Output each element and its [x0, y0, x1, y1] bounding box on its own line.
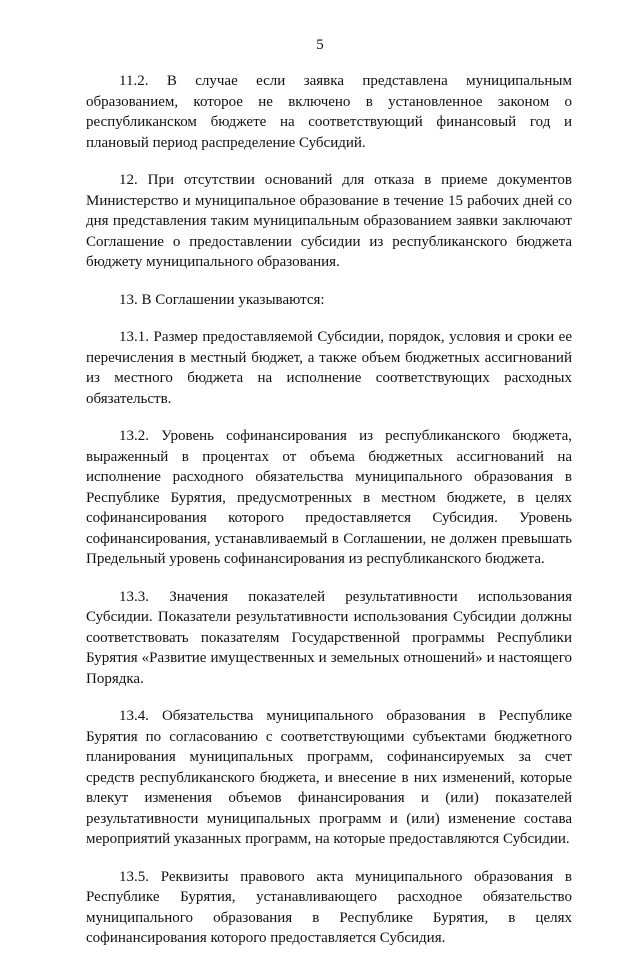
document-body [86, 71, 572, 966]
page-number: 5 [316, 37, 324, 53]
paragraph-13-5: 13.5. Реквизиты правового акта муниципального образования в Республике Бурятия, устанавливающего расходное обязательство муниципального образования в Республике Бурятия, в целях софинансирования которого предоставляется Субсидия. [86, 868, 572, 946]
paragraph-13: 13. В Соглашении указываются: [119, 291, 325, 308]
paragraph-13-2: 13.2. Уровень софинансирования из республиканского бюджета, выраженный в процентах от объема бюджетных ассигнований на исполнение расходного обязательства муниципального образования в Республике Бурятия, предусмотренных в местном бюджете, в целях софинансирования которого предоставляется Субсидия. Уровень софинансирования, устанавливаемый в Соглашении, не должен превышать Предельный уровень софинансирования из республиканского бюджета. [86, 428, 572, 567]
paragraph-12: 12. При отсутствии оснований для отказа в приеме документов Министерство и муниципальное образование в течение 15 рабочих дней со дня представления таким муниципальным образованием заявки заключают Соглашение о предоставлении субсидии из республиканского бюджета бюджету муниципального образования. [86, 172, 572, 270]
paragraph-13-3: 13.3. Значения показателей результативности использования Субсидии. Показатели результативности использования Субсидии должны соответствовать показателям Государственной программы Республики Бурятия «Развитие имущественных и земельных отношений» и настоящего Порядка. [86, 588, 572, 687]
paragraph-11-2: 11.2. В случае если заявка представлена муниципальным образованием, которое не включено в установленное законом о республиканском бюджете на соответствующий финансовый год и плановый период распределение Субсидий. [86, 73, 572, 151]
paragraph-13-1: 13.1. Размер предоставляемой Субсидии, порядок, условия и сроки ее перечисления в местный бюджет, а также объем бюджетных ассигнований из местного бюджета на исполнение соответствующих расходных обязательств. [86, 329, 572, 407]
paragraph-13-4: 13.4. Обязательства муниципального образования в Республике Бурятия по согласованию с соответствующими субъектами бюджетного планирования муниципальных программ, софинансируемых за счет средств республиканского бюджета, и внесение в них изменений, которые влекут изменения объемов финансирования и (или) показателей результативности муниципальных программ и (или) изменение состава мероприятий указанных программ, на которые предоставляются Субсидии. [86, 708, 572, 847]
